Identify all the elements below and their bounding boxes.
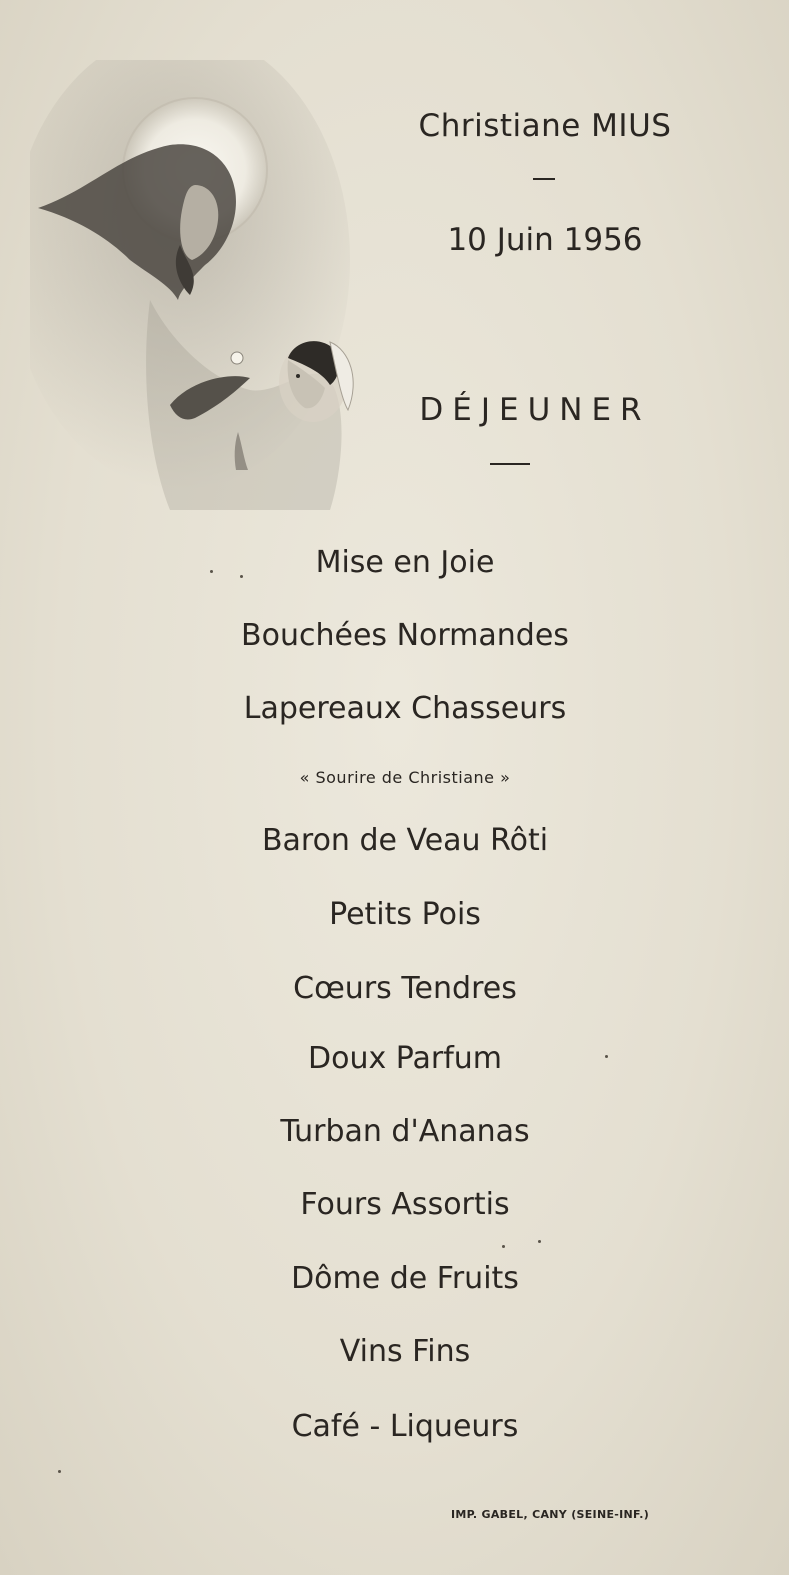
paper-speck (538, 1240, 541, 1243)
menu-item: Turban d'Ananas (280, 1114, 530, 1149)
paper-speck (58, 1470, 61, 1473)
menu-item: Dôme de Fruits (291, 1261, 519, 1296)
menu-item: Café - Liqueurs (291, 1409, 519, 1444)
menu-item: Cœurs Tendres (293, 971, 517, 1006)
menu-item-subtitle: « Sourire de Christiane » (299, 768, 511, 787)
paper-speck (210, 570, 213, 573)
menu-item: Fours Assortis (300, 1187, 510, 1222)
menu-item: Lapereaux Chasseurs (243, 691, 567, 726)
paper-speck (240, 575, 243, 578)
menu-item: Doux Parfum (307, 1041, 503, 1076)
paper-speck (502, 1245, 505, 1248)
meal-title: DÉJEUNER (419, 392, 651, 428)
title-separator (490, 463, 530, 465)
christ-communion-illustration (30, 60, 370, 520)
menu-item: Bouchées Normandes (241, 618, 569, 653)
menu-item: Petits Pois (329, 897, 481, 932)
printer-credit: IMP. GABEL, CANY (SEINE-INF.) (450, 1508, 650, 1521)
honoree-name: Christiane MIUS (418, 108, 672, 144)
header-separator (533, 178, 555, 180)
paper-speck (605, 1055, 608, 1058)
event-date: 10 Juin 1956 (447, 222, 643, 258)
menu-item: Mise en Joie (315, 545, 495, 580)
menu-item: Baron de Veau Rôti (261, 823, 549, 858)
menu-item: Vins Fins (339, 1334, 471, 1369)
